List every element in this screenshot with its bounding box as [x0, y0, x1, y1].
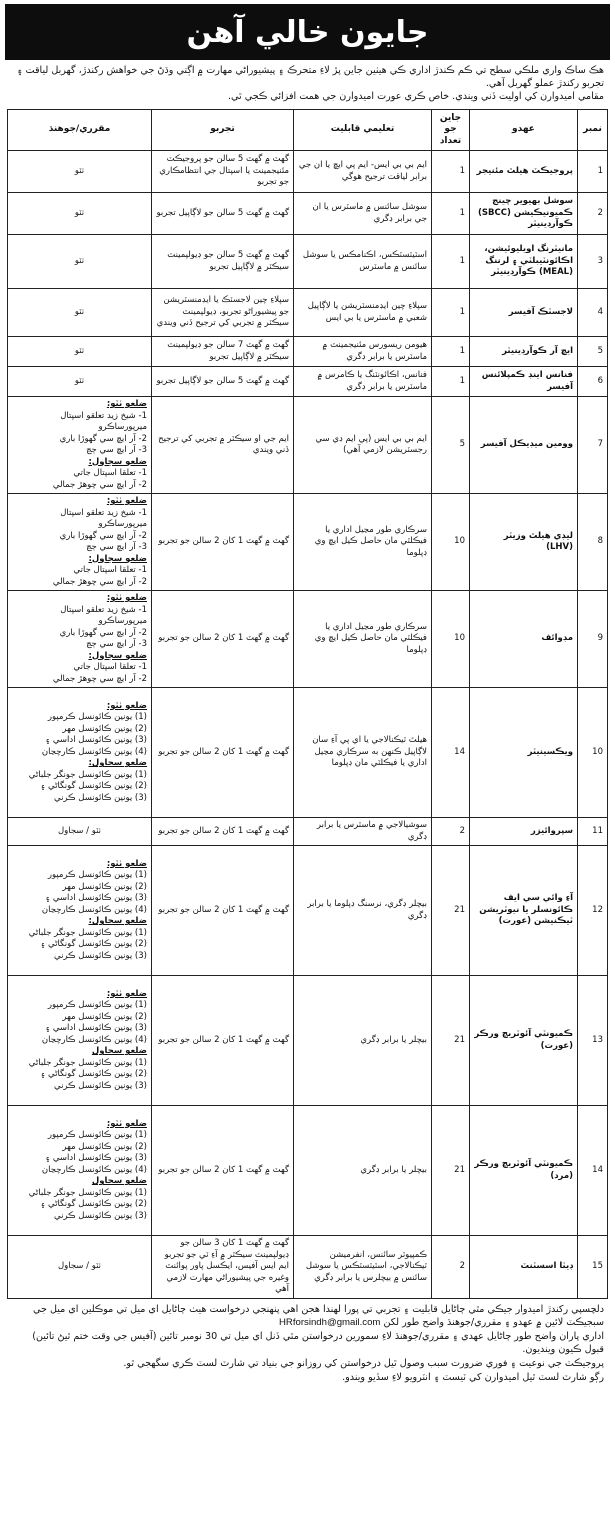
location-item: 2- آر ايڇ سي چوهڙ جمالي [52, 673, 147, 684]
qualification: فنانس، اڪائونٽنگ يا ڪامرس ۾ ماسٽرس يا برابر ڊگري [294, 367, 432, 397]
location-item: (4) يونين ڪائونسل ڪارچڃان [41, 1034, 147, 1045]
experience: گهٽ ۾ گهٽ 1 کان 2 سالن جو تجربو [152, 846, 294, 976]
experience: سپلاءِ چين لاجسٽڪ يا ايڊمنسٽريشن جو پيشيوراڻو تجربو، ڊيولپمينٽ سيڪٽر ۾ تجربي کي ترجيح ڏني ويندي [152, 289, 294, 337]
qualification: سوشل سائنس ۾ ماسٽرس يا ان جي برابر ڊگري [294, 193, 432, 235]
post-title: ليڊي هيلٿ وزيٽر (LHV) [470, 494, 578, 591]
header-qualification: تعليمي قابليت [294, 110, 432, 151]
experience: گهٽ ۾ گهٽ 5 سالن جو لاڳاپيل تجربو [152, 367, 294, 397]
row-number: 1 [578, 151, 608, 193]
domicile: ٺٽو / سجاول [8, 818, 152, 846]
qualification: بيچلر يا برابر ڊگري [294, 1106, 432, 1236]
post-count: 5 [432, 397, 470, 494]
district-heading: ضلعو سجاول: [88, 650, 147, 661]
table-header-row [8, 110, 608, 151]
domicile: ٺٽو [8, 151, 152, 193]
district-group [12, 859, 147, 917]
location-item: (1) يونين ڪائونسل ڪرمپور [47, 1130, 147, 1141]
experience: گهٽ ۾ گهٽ 1 کان 2 سالن جو تجربو [152, 1106, 294, 1236]
district-group [12, 1119, 147, 1177]
ad-title-bar [5, 4, 610, 60]
location-item: (3) يونين ڪائونسل اداسي ۽ [45, 1023, 147, 1034]
qualification: هيلٿ ٽيڪنالاجي يا اي پي آءِ سان لاڳاپيل ڪنهن به سرڪاري مڃيل اداري يا فيڪلٽي مان ڊپلوما [294, 688, 432, 818]
location-item: 2- آر ايڇ سي چوهڙ جمالي [52, 479, 147, 490]
qualification: ايم بي بي ايس (پي ايم ڊي سي رجسٽريشن لازمي آهي) [294, 397, 432, 494]
district-group [12, 989, 147, 1047]
table-row [8, 151, 608, 193]
district-group [12, 1176, 147, 1222]
location-item: 1- تعلقا اسپتال جاتي [73, 468, 147, 478]
experience: گهٽ ۾ گهٽ 1 کان 2 سالن جو تجربو [152, 494, 294, 591]
header-post: عهدو [470, 110, 578, 151]
location-item: 3- آر ايڇ سي ڄڃ [86, 542, 147, 552]
location-item: (3) يونين ڪائونسل اداسي ۽ [45, 893, 147, 904]
table-row [8, 494, 608, 591]
location-item: (4) يونين ڪائونسل ڪارچڃان [41, 1164, 147, 1175]
post-count: 2 [432, 1236, 470, 1299]
qualification: سرڪاري طور مڃيل اداري يا فيڪلٽي مان حاصل ڪيل ايڇ وي ڊپلوما [294, 591, 432, 688]
post-count: 21 [432, 976, 470, 1106]
qualification: اسٽيٽسٽڪس، اڪنامڪس يا سوشل سائنس ۾ ماسٽرس [294, 235, 432, 289]
post-count: 21 [432, 846, 470, 976]
post-count: 2 [432, 818, 470, 846]
location-item: (1) يونين ڪائونسل جونگر جلباڻي [28, 769, 147, 780]
post-title: مڊوائف [470, 591, 578, 688]
qualification: بيچلر يا برابر ڊگري [294, 976, 432, 1106]
domicile-list [8, 494, 152, 591]
table-row [8, 846, 608, 976]
row-number: 8 [578, 494, 608, 591]
location-item: (2) يونين ڪائونسل مهر [62, 881, 147, 892]
post-title: ويڪسينيٽر [470, 688, 578, 818]
domicile-list [8, 976, 152, 1106]
table-row [8, 337, 608, 367]
qualification: سپلاءِ چين ايڊمنسٽريشن يا لاڳاپيل شعبي ۾ ماسٽرس يا بي ايس [294, 289, 432, 337]
district-group [12, 554, 147, 589]
location-item: (3) يونين ڪائونسل اداسي ۽ [45, 735, 147, 746]
district-heading: ضلعو سجاول [91, 1046, 147, 1057]
header-domicile: مقرري/جوهنڌ [8, 110, 152, 151]
post-count: 1 [432, 235, 470, 289]
district-heading: ضلعو ٺٽو: [106, 700, 147, 711]
post-title: ڪميونٽي آئوٽريچ ورڪر (عورت) [470, 976, 578, 1106]
post-title: سوشل بهيوير چينج ڪميونيڪيشن (SBCC) ڪوآرڊينيٽر [470, 193, 578, 235]
experience: گهٽ ۾ گهٽ 1 کان 2 سالن جو تجربو [152, 591, 294, 688]
footer-line-3: پروجيڪٽ جي نوعيت ۽ فوري ضرورت سبب وصول ٿيل درخواستن کي روزانو جي بنياد تي شارٽ لسٽ ڪري سگهجي ٿو. [123, 1357, 604, 1369]
row-number: 5 [578, 337, 608, 367]
domicile-list [8, 846, 152, 976]
location-item: 1- شيخ زيد تعلقو اسپتال ميرپورساڪرو [60, 507, 147, 529]
row-number: 2 [578, 193, 608, 235]
location-item: (1) يونين ڪائونسل ڪرمپور [47, 870, 147, 881]
location-item: (1) يونين ڪائونسل جونگر جلباڻي [28, 927, 147, 938]
district-group [12, 496, 147, 554]
location-item: 3- آر ايڇ سي ڄڃ [86, 639, 147, 649]
header-num: نمبر [578, 110, 608, 151]
district-heading: ضلعو سجاول: [88, 916, 147, 927]
location-item: (3) يونين ڪائونسل ڪرني [54, 950, 147, 961]
table-row [8, 193, 608, 235]
domicile: ٺٽو [8, 367, 152, 397]
table-row [8, 976, 608, 1106]
location-item: (2) يونين ڪائونسل گونگاڻي ۽ [40, 1069, 147, 1080]
location-item: (2) يونين ڪائونسل مهر [62, 723, 147, 734]
experience: گهٽ ۾ گهٽ 5 سالن جو لاڳاپيل تجربو [152, 193, 294, 235]
district-heading: ضلعو ٺٽو: [106, 496, 147, 506]
qualification: بيچلر ڊگري، نرسنگ ڊپلوما يا برابر ڊگري [294, 846, 432, 976]
header-experience: تجربو [152, 110, 294, 151]
location-item: (3) يونين ڪائونسل ڪرني [54, 792, 147, 803]
domicile-list [8, 688, 152, 818]
intro-line-1: هڪ ساڪ واري ملڪي سطح تي ڪم ڪندڙ اداري ڪي هيٺين جاين پڙ لاءِ متحرڪ ۽ پيشيوراڻي مهارت ۾ اڳتي وڌڻ جي خواهش رکندڙ، گهربل لياقت ۽ تجربو رکندڙ عملو گهربل آهي. [16, 65, 604, 89]
row-number: 7 [578, 397, 608, 494]
post-count: 1 [432, 337, 470, 367]
row-number: 12 [578, 846, 608, 976]
location-item: (4) يونين ڪائونسل ڪارچڃان [41, 904, 147, 915]
post-count: 1 [432, 367, 470, 397]
district-heading: ضلعو ٺٽو: [106, 399, 147, 409]
experience: گهٽ ۾ گهٽ 1 کان 2 سالن جو تجربو [152, 818, 294, 846]
post-title: ڊيٽا اسسٽنٽ [470, 1236, 578, 1299]
district-heading: ضلعو ٺٽو: [106, 1118, 147, 1129]
location-item: 1- شيخ زيد تعلقو اسپتال ميرپورساڪرو [60, 604, 147, 626]
experience: گهٽ ۾ گهٽ 1 کان 2 سالن جو تجربو [152, 976, 294, 1106]
row-number: 15 [578, 1236, 608, 1299]
footer-line-1 [11, 1303, 604, 1329]
district-heading: ضلعو ٺٽو: [106, 593, 147, 603]
district-group [12, 916, 147, 962]
post-count: 1 [432, 151, 470, 193]
row-number: 13 [578, 976, 608, 1106]
location-item: (3) يونين ڪائونسل ڪرني [54, 1080, 147, 1091]
header-posts: جاين جو تعداد [432, 110, 470, 151]
row-number: 6 [578, 367, 608, 397]
contact-email[interactable]: HRforsindh@gmail.com [278, 1316, 381, 1328]
district-group [12, 457, 147, 492]
location-item: (1) يونين ڪائونسل ڪرمپور [47, 1000, 147, 1011]
post-count: 10 [432, 494, 470, 591]
location-item: 1- تعلقا اسپتال جاتي [73, 662, 147, 672]
qualification: سرڪاري طور مڃيل اداري يا فيڪلٽي مان حاصل ڪيل ايڇ وي ڊپلوما [294, 494, 432, 591]
row-number: 14 [578, 1106, 608, 1236]
district-group [12, 651, 147, 686]
qualification: هيومن ريسورس مئنيجمينٽ ۾ ماسٽرس يا برابر ڊگري [294, 337, 432, 367]
district-heading: ضلعو ٺٽو: [106, 988, 147, 999]
job-advertisement [5, 4, 610, 1389]
post-count: 14 [432, 688, 470, 818]
domicile: ٺٽو [8, 193, 152, 235]
post-title: فنانس اينڊ ڪمپلائنس آفيسر [470, 367, 578, 397]
district-group [12, 1046, 147, 1092]
location-item: (1) يونين ڪائونسل جونگر جلباڻي [28, 1187, 147, 1198]
location-item: 2- آر ايڇ سي چوهڙ جمالي [52, 576, 147, 587]
qualification: ڪمپيوٽر سائنس، انفرميشن ٽيڪنالاجي، اسٽيٽسٽڪس يا سوشل سائنس ۾ بيچلرس يا برابر ڊگري [294, 1236, 432, 1299]
experience: گهٽ ۾ گهٽ 1 کان 2 سالن جو تجربو [152, 688, 294, 818]
experience: ايم جي او سيڪٽر ۾ تجربي کي ترجيح ڏني ويندي [152, 397, 294, 494]
table-row [8, 591, 608, 688]
table-row [8, 688, 608, 818]
domicile: ٺٽو [8, 337, 152, 367]
table-row [8, 1106, 608, 1236]
qualification: ايم بي بي ايس- ايم پي ايڇ يا ان جي برابر لياقت ترجيح هوگي [294, 151, 432, 193]
district-heading: ضلعو سجاول: [88, 758, 147, 769]
post-count: 1 [432, 193, 470, 235]
ad-title: جايون خالي آهن [186, 14, 429, 50]
intro-line-2: مقامي اميدوارن کي اوليت ڏني ويندي. خاص ڪري عورت اميدوارن جي همت افزائي ڪجي ٿي. [228, 91, 604, 102]
location-item: (3) يونين ڪائونسل ڪرني [54, 1210, 147, 1221]
district-group [12, 758, 147, 804]
domicile: ٺٽو [8, 289, 152, 337]
district-group [12, 701, 147, 759]
district-heading: ضلعو سجاول: [88, 456, 147, 467]
district-group [12, 593, 147, 651]
table-row [8, 397, 608, 494]
location-item: (1) يونين ڪائونسل ڪرمپور [47, 712, 147, 723]
ad-footer [5, 1299, 610, 1389]
domicile-list [8, 397, 152, 494]
row-number: 9 [578, 591, 608, 688]
row-number: 11 [578, 818, 608, 846]
footer-line-4: رڳو شارٽ لسٽ ٿيل اميدوارن کي ٽيسٽ ۽ انٽرويو لاءِ سڏيو ويندو. [342, 1371, 604, 1383]
location-item: 3- آر ايڇ سي ڄڃ [86, 445, 147, 455]
qualification: سوشيالاجي ۾ ماسٽرس يا برابر ڊگري [294, 818, 432, 846]
post-title: لاجسٽڪ آفيسر [470, 289, 578, 337]
district-heading: ضلعو سجاول [91, 1176, 147, 1187]
jobs-table [7, 109, 608, 1299]
post-title: ڪميونٽي آئوٽريچ ورڪر (مرد) [470, 1106, 578, 1236]
district-group [12, 399, 147, 457]
row-number: 3 [578, 235, 608, 289]
location-item: (2) يونين ڪائونسل گونگاڻي ۽ [40, 781, 147, 792]
experience: گهٽ ۾ گهٽ 5 سالن جو ڊيولپمينٽ سيڪٽر ۾ لاڳاپيل تجربو [152, 235, 294, 289]
location-item: (3) يونين ڪائونسل اداسي ۽ [45, 1153, 147, 1164]
location-item: 2- آر ايڇ سي گهوڙا باري [59, 433, 147, 444]
location-item: (2) يونين ڪائونسل مهر [62, 1141, 147, 1152]
post-title: وومين ميڊيڪل آفيسر [470, 397, 578, 494]
post-title: مانيٽرنگ اويليوئيشن، اڪائونٽيبلٽي ۽ لرننگ (MEAL) ڪوآرڊينيٽر [470, 235, 578, 289]
domicile: ٺٽو [8, 235, 152, 289]
row-number: 10 [578, 688, 608, 818]
location-item: (2) يونين ڪائونسل گونگاڻي ۽ [40, 1199, 147, 1210]
post-title: آءِ وائي سي ايف ڪائونسلر يا نيوٽريشن ٽيڪنيشن (عورت) [470, 846, 578, 976]
post-title: ايڇ آر ڪوآرڊينيٽر [470, 337, 578, 367]
location-item: 1- شيخ زيد تعلقو اسپتال ميرپورساڪرو [60, 410, 147, 432]
experience: گهٽ ۾ گهٽ 7 سالن جو ڊيولپمينٽ سيڪٽر ۾ لاڳاپيل تجربو [152, 337, 294, 367]
jobs-table-body [8, 151, 608, 1299]
district-heading: ضلعو سجاول: [88, 553, 147, 564]
location-item: 1- تعلقا اسپتال جاتي [73, 565, 147, 575]
experience: گهٽ ۾ گهٽ 1 کان 3 سالن جو ڊيولپمينٽ سيڪٽر ۾ آءِ ٽي جو تجربو ايم ايس آفيس، ايڪسل پاور پوائنٽ وغيره جي پيشيوراڻي مهارت لازمي آهي [152, 1236, 294, 1299]
location-item: (2) يونين ڪائونسل مهر [62, 1011, 147, 1022]
ad-intro [5, 60, 610, 109]
post-count: 1 [432, 289, 470, 337]
location-item: 2- آر ايڇ سي گهوڙا باري [59, 627, 147, 638]
district-heading: ضلعو ٺٽو: [106, 858, 147, 869]
table-row [8, 367, 608, 397]
location-item: (1) يونين ڪائونسل جونگر جلباڻي [28, 1057, 147, 1068]
post-count: 21 [432, 1106, 470, 1236]
experience: گهٽ ۾ گهٽ 5 سالن جو پروجيڪٽ مئنيجمينٽ يا اسپتال جي انتظامڪاري جو تجربو [152, 151, 294, 193]
row-number: 4 [578, 289, 608, 337]
post-count: 10 [432, 591, 470, 688]
post-title: سپروائيزر [470, 818, 578, 846]
domicile-list [8, 1106, 152, 1236]
location-item: (4) يونين ڪائونسل ڪارچڃان [41, 746, 147, 757]
footer-apply-text: دلچسپي رکندڙ اميدوار جيڪي مٿي ڄاڻايل قابليت ۽ تجربي تي پورا لهندا هجن اهي پنهنجي درخواست هيٺ ڄاڻايل اي ميل تي موڪلين اي ميل جي سبجيڪٽ لائين ۾ عهدو ۽ مقرري/جوهنڌ واضح طور لکن [32, 1303, 604, 1328]
table-row [8, 818, 608, 846]
footer-line-2: اداري پاران واضح طور ڄاڻايل عهدي ۽ مقرري/جوهنڌ لاءِ سمورين درخواستن مٿي ڏنل اي ميل تي 30 نومبر تائين (آفيس جي وقت ختم ٿيڻ تائين) قبول ڪيون وينديون. [32, 1330, 604, 1355]
table-row [8, 235, 608, 289]
location-item: 2- آر ايڇ سي گهوڙا باري [59, 530, 147, 541]
location-item: (2) يونين ڪائونسل گونگاڻي ۽ [40, 939, 147, 950]
table-row [8, 1236, 608, 1299]
domicile: ٺٽو / سجاول [8, 1236, 152, 1299]
domicile-list [8, 591, 152, 688]
table-row [8, 289, 608, 337]
post-title: پروجيڪٽ هيلٿ مئنيجر [470, 151, 578, 193]
